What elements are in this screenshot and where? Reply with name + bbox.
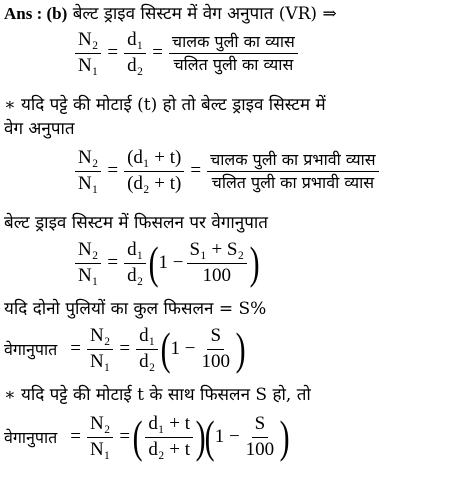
fraction-d1-d2 <box>124 240 146 287</box>
denominator: चलित पुली का व्यास <box>173 54 294 74</box>
denominator: d₂ <box>139 350 156 372</box>
denominator: 100 <box>202 264 232 286</box>
fraction-effective-diameter-words <box>207 151 379 191</box>
numerator: d₁ <box>136 326 158 350</box>
note-thickness-line1: ∗ यदि पट्टे की मोटाई (t) हो तो बेल्ट ड्राइव सिस्टम में <box>4 95 326 115</box>
one-minus: 1 − <box>170 338 196 360</box>
equals-sign: = <box>119 426 131 448</box>
denominator: 100 <box>201 350 230 372</box>
numerator: N₂ <box>75 148 101 172</box>
numerator: d₁ <box>124 30 146 54</box>
slip-title <box>4 214 268 234</box>
denominator: d₂ <box>127 54 144 76</box>
left-paren: ( <box>205 411 216 463</box>
fraction-diameter-words <box>169 33 298 73</box>
left-paren: ( <box>132 411 143 463</box>
left-paren: ( <box>148 237 159 289</box>
answer-text: बेल्ट ड्राइव सिस्टम में वेग अनुपात (VR) ⇒ <box>72 4 337 24</box>
numerator: N₂ <box>75 240 101 264</box>
equals-sign: = <box>107 42 119 64</box>
right-paren: ) <box>249 237 260 289</box>
denominator: (d₂ + t) <box>127 172 182 194</box>
equation-velocity-ratio <box>72 30 301 77</box>
denominator: d₂ + t <box>148 438 191 460</box>
equation-label: वेगानुपात <box>4 340 58 360</box>
denominator: N₁ <box>90 350 111 372</box>
denominator: N₁ <box>90 438 111 460</box>
numerator: N₂ <box>87 414 113 438</box>
fraction-n2-n1 <box>75 240 101 287</box>
equals-sign: = <box>70 426 81 448</box>
fraction-d1-d2 <box>124 30 146 77</box>
total-slip-line <box>4 300 266 320</box>
numerator: S₁ + S₂ <box>187 240 248 264</box>
numerator: चालक पुली का व्यास <box>169 33 298 54</box>
fraction-s-100 <box>199 326 234 373</box>
note-thickness-slip-text: ∗ यदि पट्टे की मोटाई t के साथ फिसलन S हो, तो <box>4 385 311 405</box>
numerator: N₂ <box>87 326 113 350</box>
fraction-n2-n1 <box>75 30 101 77</box>
numerator: चालक पुली का प्रभावी व्यास <box>207 151 379 172</box>
one-minus: 1 − <box>158 252 184 274</box>
numerator: S <box>252 414 269 438</box>
equals-sign: = <box>119 338 131 360</box>
equals-sign: = <box>107 252 119 274</box>
fraction-d-plus-t <box>145 414 193 461</box>
fraction-d-plus-t <box>124 148 184 195</box>
fraction-n2-n1 <box>75 148 101 195</box>
denominator: N₁ <box>78 54 99 76</box>
denominator: 100 <box>245 438 275 460</box>
note-thickness <box>4 96 326 116</box>
denominator: N₁ <box>78 172 99 194</box>
equation-thickness-slip <box>4 411 290 463</box>
equals-sign: = <box>190 160 202 182</box>
fraction-n2-n1 <box>87 326 113 373</box>
fraction-d1-d2 <box>136 326 158 373</box>
right-paren: ) <box>195 411 206 463</box>
slip-title-text: बेल्ट ड्राइव सिस्टम में फिसलन पर वेगानुपात <box>4 213 268 233</box>
numerator: (d₁ + t) <box>124 148 184 172</box>
fraction-n2-n1 <box>87 414 113 461</box>
denominator: चलित पुली का प्रभावी व्यास <box>211 172 375 192</box>
note-thickness-slip <box>4 386 311 406</box>
answer-prefix: Ans : (b) <box>4 4 68 23</box>
equation-label: वेगानुपात <box>4 428 58 448</box>
left-paren: ( <box>160 323 171 375</box>
note-thickness-cont <box>4 120 75 140</box>
equals-sign: = <box>107 160 119 182</box>
equals-sign: = <box>152 42 163 64</box>
denominator: N₁ <box>78 264 99 286</box>
denominator: d₂ <box>127 264 144 286</box>
fraction-s-100 <box>243 414 278 461</box>
right-paren: ) <box>279 411 290 463</box>
equation-total-slip <box>4 323 246 375</box>
equation-slip <box>72 237 260 289</box>
numerator: d₁ + t <box>145 414 193 438</box>
note-thickness-line2: वेग अनुपात <box>4 119 75 139</box>
right-paren: ) <box>235 323 246 375</box>
numerator: N₂ <box>75 30 101 54</box>
numerator: S <box>207 326 224 350</box>
one-minus: 1 − <box>214 426 240 448</box>
equals-sign: = <box>70 338 81 360</box>
equation-thickness <box>72 148 382 195</box>
answer-line <box>4 4 337 25</box>
numerator: d₁ <box>124 240 146 264</box>
total-slip-text: यदि दोनो पुलियों का कुल फिसलन = S% <box>4 299 267 319</box>
fraction-slip-sum <box>187 240 248 287</box>
